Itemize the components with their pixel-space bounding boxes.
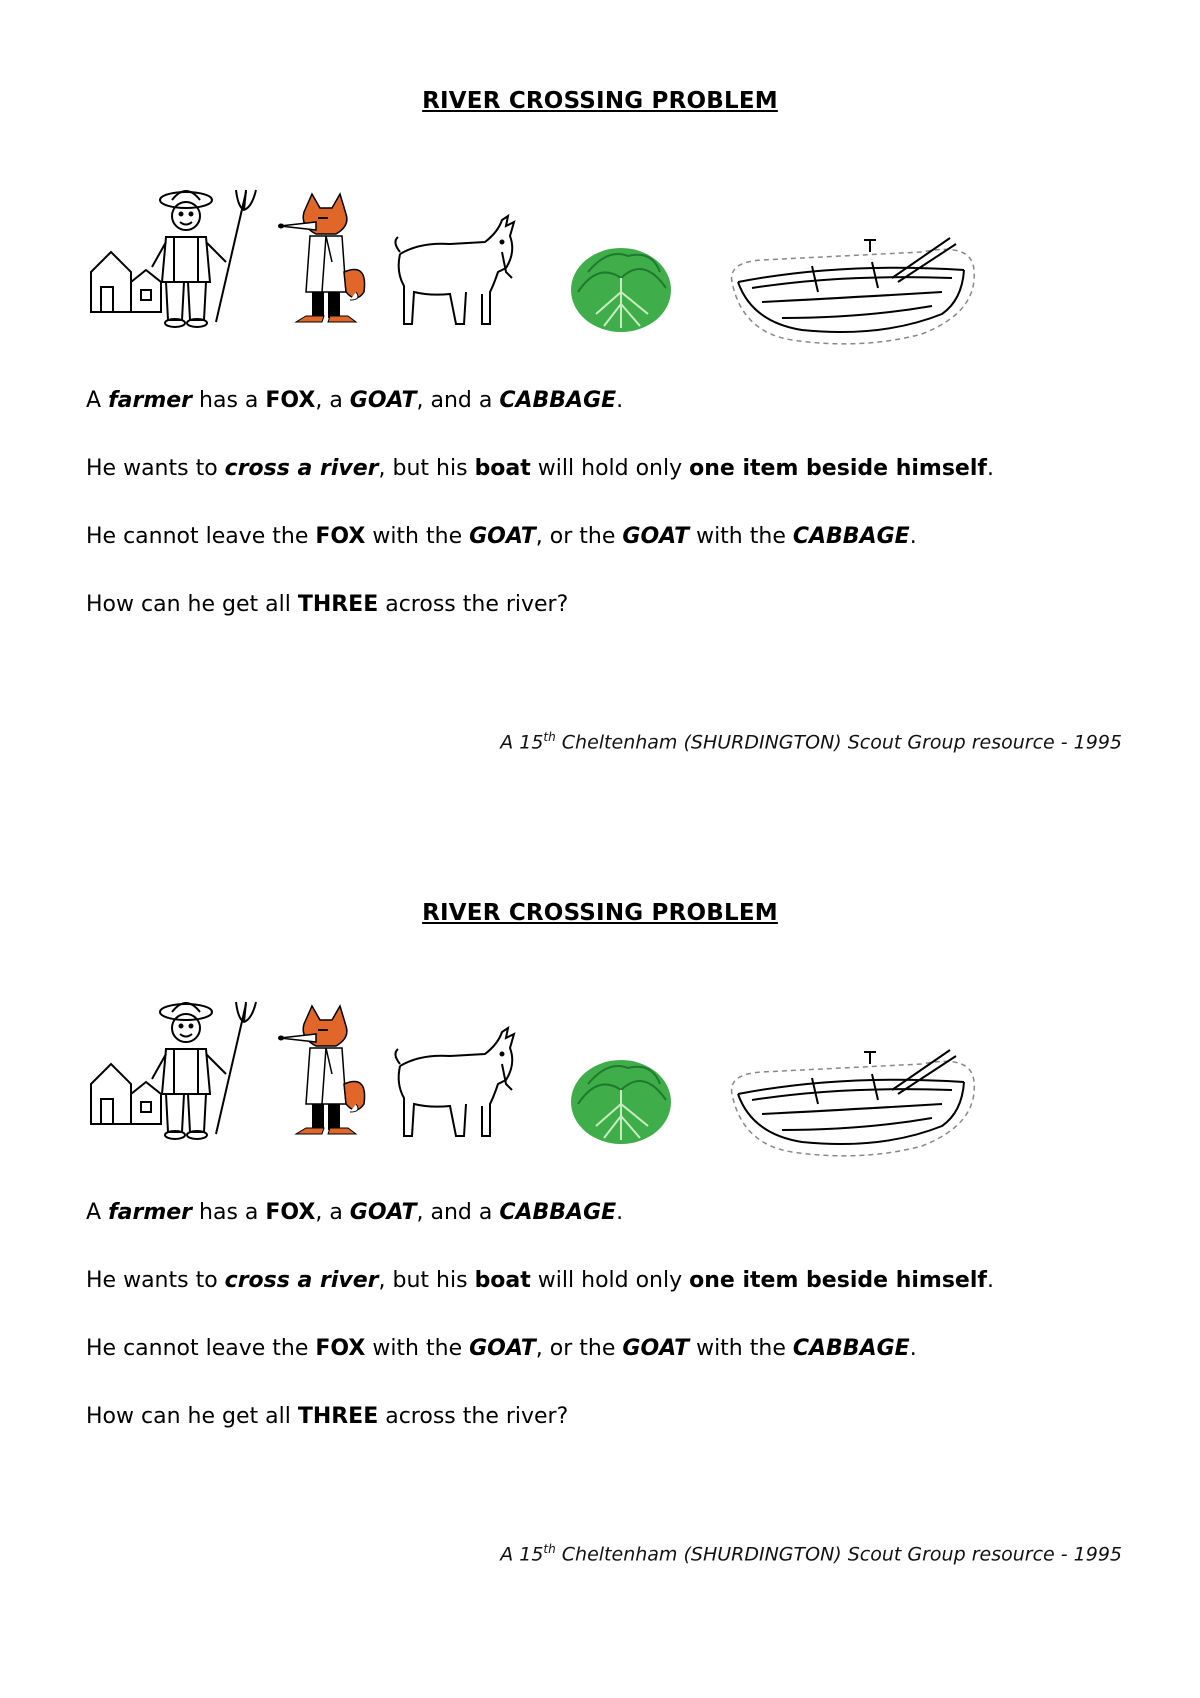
problem-line-4 xyxy=(86,1404,568,1429)
credit-line xyxy=(500,730,1122,753)
rowboat-illustration xyxy=(722,1034,982,1164)
keyword-cabbage: CABBAGE xyxy=(499,388,617,413)
worksheet-bottom xyxy=(0,812,1200,1632)
credit-text: Cheltenham (SHURDINGTON) Scout Group resource - 1995 xyxy=(555,1543,1122,1566)
text-segment: How can he get all xyxy=(86,592,291,617)
keyword-farmer: farmer xyxy=(108,1200,193,1225)
text-segment: has a xyxy=(199,388,259,413)
keyword-one-item: one item beside himself xyxy=(689,1268,987,1293)
keyword-goat: GOAT xyxy=(469,1336,536,1361)
credit-text: Cheltenham (SHURDINGTON) Scout Group resource - 1995 xyxy=(555,731,1122,754)
keyword-cross-a-river: cross a river xyxy=(224,1268,379,1293)
text-segment: . xyxy=(909,524,917,549)
text-segment: with the xyxy=(696,1336,786,1361)
text-segment: with the xyxy=(372,1336,463,1361)
text-segment: He wants to xyxy=(86,1268,218,1293)
fox-illustration xyxy=(276,192,376,332)
keyword-cross-a-river: cross a river xyxy=(224,456,379,481)
text-segment: . xyxy=(986,456,994,481)
text-segment: , or the xyxy=(535,1336,616,1361)
text-segment: with the xyxy=(696,524,786,549)
problem-line-4 xyxy=(86,592,568,617)
text-segment: , but his xyxy=(378,456,468,481)
text-segment: will hold only xyxy=(537,456,683,481)
fox-illustration xyxy=(276,1004,376,1144)
worksheet-top xyxy=(0,0,1200,820)
problem-line-1 xyxy=(86,1200,623,1225)
text-segment: across the river? xyxy=(385,1404,569,1429)
text-segment: . xyxy=(616,1200,624,1225)
text-segment: How can he get all xyxy=(86,1404,291,1429)
goat-illustration xyxy=(390,212,520,332)
picture-row xyxy=(86,994,996,1164)
credit-ordinal: th xyxy=(543,1542,556,1556)
keyword-cabbage: CABBAGE xyxy=(792,524,910,549)
goat-illustration xyxy=(390,1024,520,1144)
text-segment: , a xyxy=(315,388,343,413)
problem-line-2 xyxy=(86,1268,994,1293)
keyword-fox: FOX xyxy=(265,1200,316,1225)
credit-prefix: A 15 xyxy=(500,731,544,754)
keyword-goat: GOAT xyxy=(622,524,690,549)
credit-line xyxy=(500,1542,1122,1565)
keyword-cabbage: CABBAGE xyxy=(792,1336,910,1361)
farmer-illustration xyxy=(86,994,266,1144)
keyword-boat: boat xyxy=(474,1268,531,1293)
text-segment: . xyxy=(986,1268,994,1293)
worksheet-title: RIVER CROSSING PROBLEM xyxy=(422,88,778,114)
cabbage-illustration xyxy=(568,242,674,334)
text-segment: , but his xyxy=(378,1268,468,1293)
text-segment: has a xyxy=(199,1200,259,1225)
keyword-boat: boat xyxy=(474,456,531,481)
text-segment: with the xyxy=(372,524,463,549)
worksheet-title: RIVER CROSSING PROBLEM xyxy=(422,900,778,926)
rowboat-illustration xyxy=(722,222,982,352)
keyword-goat: GOAT xyxy=(469,524,536,549)
problem-line-3 xyxy=(86,524,917,549)
cabbage-illustration xyxy=(568,1054,674,1146)
keyword-cabbage: CABBAGE xyxy=(499,1200,617,1225)
keyword-fox: FOX xyxy=(265,388,316,413)
text-segment: A xyxy=(86,388,102,413)
keyword-three: THREE xyxy=(297,592,379,617)
problem-line-3 xyxy=(86,1336,917,1361)
text-segment: . xyxy=(616,388,624,413)
text-segment: , a xyxy=(315,1200,343,1225)
keyword-goat: GOAT xyxy=(349,388,417,413)
text-segment: across the river? xyxy=(385,592,569,617)
picture-row xyxy=(86,182,996,352)
text-segment: He cannot leave the xyxy=(86,524,309,549)
credit-ordinal: th xyxy=(543,730,556,744)
text-segment: . xyxy=(909,1336,917,1361)
text-segment: will hold only xyxy=(537,1268,683,1293)
text-segment: He wants to xyxy=(86,456,218,481)
text-segment: , and a xyxy=(416,388,493,413)
keyword-goat: GOAT xyxy=(349,1200,417,1225)
text-segment: , and a xyxy=(416,1200,493,1225)
keyword-three: THREE xyxy=(297,1404,379,1429)
credit-prefix: A 15 xyxy=(500,1543,544,1566)
text-segment: He cannot leave the xyxy=(86,1336,309,1361)
text-segment: A xyxy=(86,1200,102,1225)
farmer-illustration xyxy=(86,182,266,332)
keyword-one-item: one item beside himself xyxy=(689,456,987,481)
keyword-goat: GOAT xyxy=(622,1336,690,1361)
keyword-fox: FOX xyxy=(315,524,366,549)
keyword-farmer: farmer xyxy=(108,388,193,413)
problem-line-2 xyxy=(86,456,994,481)
problem-line-1 xyxy=(86,388,623,413)
text-segment: , or the xyxy=(535,524,616,549)
keyword-fox: FOX xyxy=(315,1336,366,1361)
